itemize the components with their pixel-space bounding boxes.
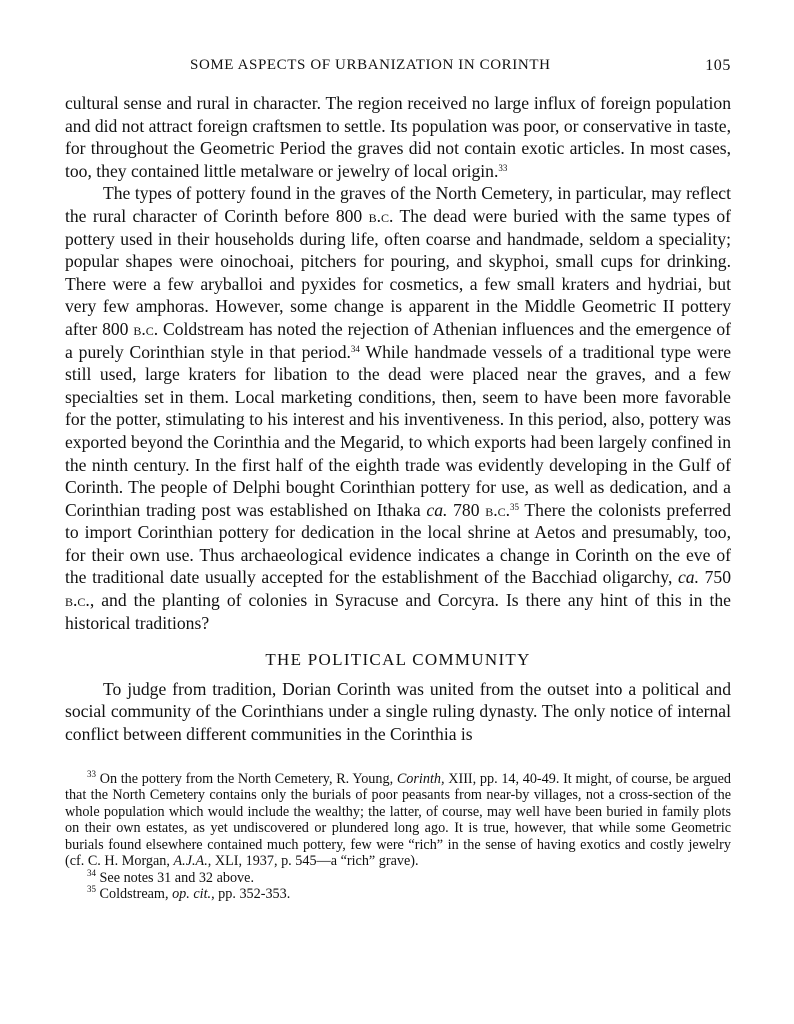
p1-text: cultural sense and rural in character. The region received no large influx of foreign population and did not attract foreign craftsmen to settle. Its population was poor, or conservative in taste, for throughout the Geometric Period the graves did not contain exotic articles. In most cases, too, they contained little metalware or jewelry of local origin. (65, 93, 731, 181)
section-heading: THE POLITICAL COMMUNITY (265, 650, 531, 670)
footnote-number: 34 (87, 867, 96, 878)
footnote-italic: op. cit. (172, 886, 212, 903)
footnote-ref-34: 34 (350, 343, 360, 354)
footnote-italic: A.J.A. (173, 853, 208, 870)
bc-abbrev: b.c. (485, 499, 511, 520)
footnote-34 (65, 867, 731, 887)
footnote-text: XIII, pp. 14, 40-49. It might, of course, be argued that the North Cemetery contains only the burials of poor peasants from near-by villages, not a cross-section of the whole population which would include the wealthy; the latter, of course, may well have been buried in family plots on their own estates, as yet undiscovered or plundered long ago. It is true, however, that while some Geometric burials found elsewhere contained much pottery, few were “rich” in the sense of having exotics and costly jewelry (cf. C. H. Morgan, (65, 770, 732, 870)
bc-abbrev: b.c. (368, 205, 394, 226)
footnote-text: , pp. 352-353. (211, 886, 291, 903)
footnote-number: 35 (87, 884, 96, 895)
bc-abbrev: b.c. (133, 318, 159, 339)
document-page (65, 54, 731, 903)
body-text (65, 92, 731, 746)
ca-abbrev: ca. (677, 567, 699, 588)
p2-d: While handmade vessels of a traditional type were still used, large kraters for libation to the dead were placed near the graves, and a few specialties set in them. Local marketing conditions, then, seem to have been more favorable for the potter, stimulating to his interest and his inventiveness. In this period, also, pottery was exported beyond the Corinthia and the Megarid, to which exports had been largely confined in the ninth century. In the first half of the eighth trade was evidently developing in the Gulf of Corinth. The people of Delphi bought Corinthian pottery for use, as well as dedication, and a Corinthian trading post was established on Ithaka (65, 341, 731, 520)
footnote-ref-35: 35 (510, 501, 520, 512)
footnote-35 (65, 886, 731, 903)
footnote-text: , XLI, 1937, p. 545—a “rich” grave). (207, 853, 419, 870)
running-title: SOME ASPECTS OF URBANIZATION IN CORINTH (190, 57, 551, 73)
footnote-ref-33: 33 (498, 162, 508, 173)
p2-e: 780 (447, 499, 486, 520)
p2-c: Coldstream has noted the rejection of Athenian influences and the emergence of a purely Corinthian style in that period. (65, 318, 731, 362)
p2-f: There the colonists preferred to import Corinthian pottery for dedication in the local shrine at Aetos and presumably, too, for their own use. Thus archaeological evidence indicates a change in Corinth on the eve of the traditional date usually accepted for the establishment of the Bacchiad oligarchy, (65, 499, 732, 588)
footnote-text: Coldstream, (96, 886, 173, 903)
footnote-text: On the pottery from the North Cemetery, R. Young, (96, 770, 397, 787)
footnotes (65, 768, 732, 903)
footnote-number: 33 (87, 768, 96, 779)
paragraph-3: To judge from tradition, Dorian Corinth was united from the outset into a political and social community of the Corinthians under a single ruling dynasty. The only notice of internal conflict between different communities in the Corinthia is (65, 678, 731, 745)
p2-a: The types of pottery found in the graves of the North Cemetery, in particular, may reflect the rural character of Corinth before 800 (65, 183, 731, 226)
p2-b: The dead were buried with the same types of pottery used in their households during life, often coarse and handmade, seldom a speciality; popular shapes were oinochoai, pitchers for pouring, and skyphoi, small cups for drinking. There were a few aryballoi and pyxides for cosmetics, a few small kraters and hydriai, but very few amphoras. However, some change is apparent in the Middle Geometric II pottery after 800 (65, 205, 731, 339)
paragraph-2 (65, 182, 731, 634)
bc-abbrev: b.c. (65, 590, 90, 611)
running-header (65, 54, 731, 78)
page-number: 105 (705, 57, 731, 74)
p2-g: 750 (698, 567, 731, 588)
footnote-italic: Corinth, (396, 770, 445, 787)
paragraph-1 (65, 92, 731, 182)
p2-h: , and the planting of colonies in Syracuse and Corcyra. Is there any hint of this in the historical traditions? (65, 590, 731, 633)
ca-abbrev: ca. (426, 499, 448, 520)
footnote-33 (65, 768, 732, 870)
footnote-text: See notes 31 and 32 above. (96, 869, 254, 886)
